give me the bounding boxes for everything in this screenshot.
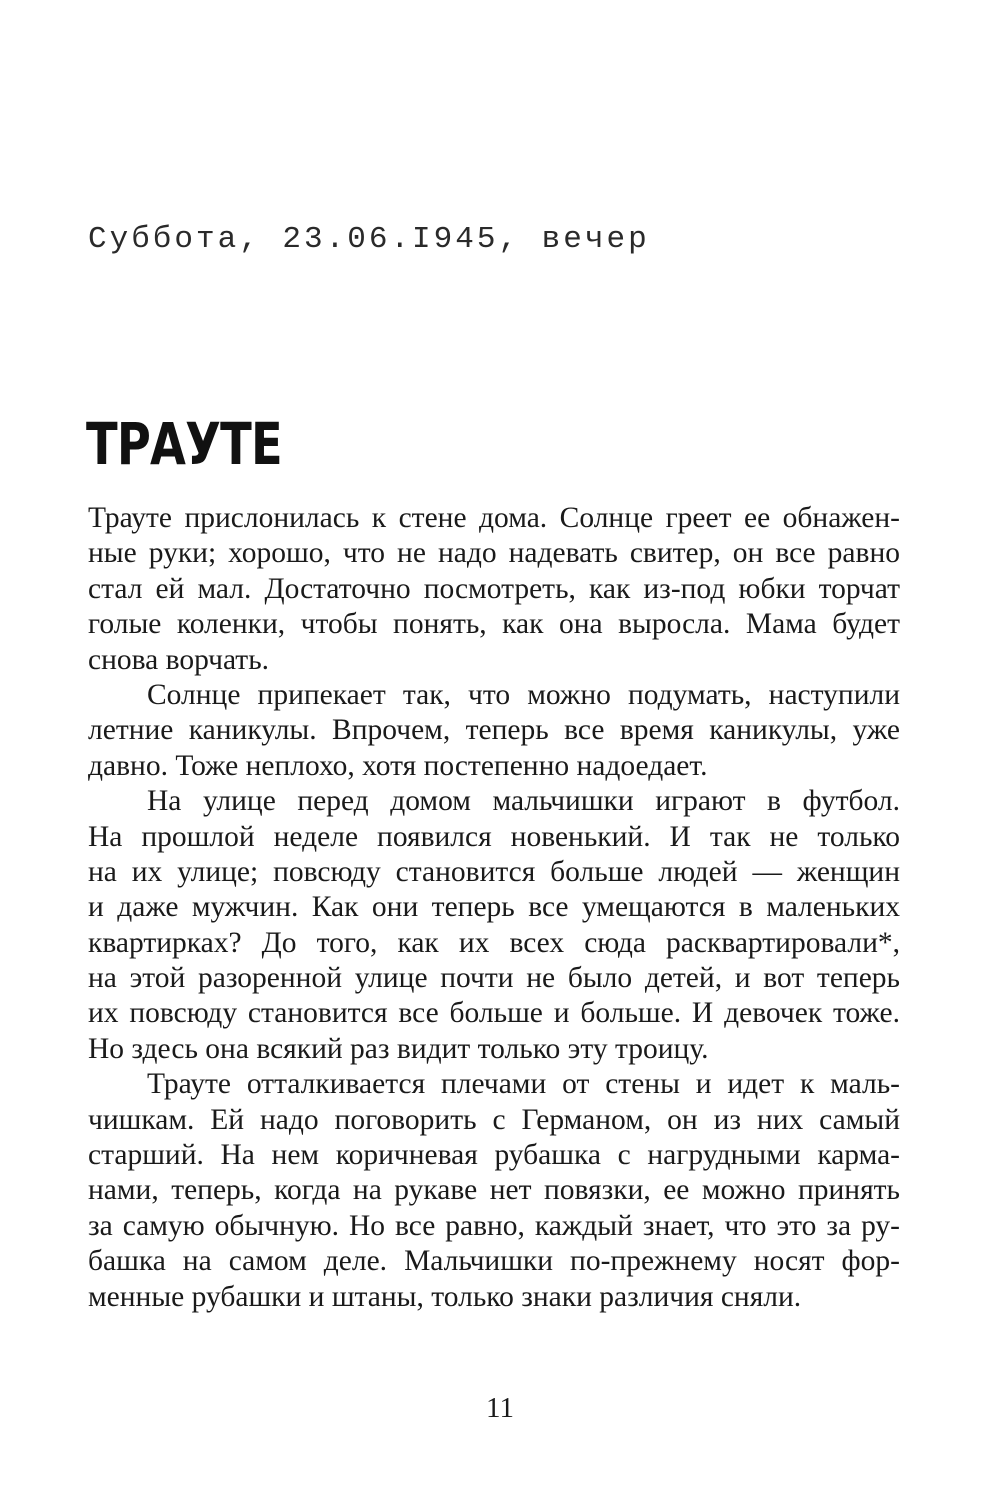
text-line: старший. На нем коричневая рубашка с нагрудными карма- xyxy=(88,1139,900,1172)
body-text xyxy=(88,501,900,1315)
text-line: чишкам. Ей надо поговорить с Германом, он из них самый xyxy=(88,1103,900,1136)
chapter-title: ТРАУТЕ xyxy=(86,410,282,478)
text-line: на их улице; повсюду становится больше людей — женщин xyxy=(88,855,900,888)
text-line: на этой разоренной улице почти не было детей, и вот теперь xyxy=(88,962,900,995)
text-line: их повсюду становится все больше и больше. И девочек тоже. xyxy=(88,997,900,1030)
text-line: и даже мужчин. Как они теперь все умещаются в маленьких xyxy=(88,891,900,924)
page-number: 11 xyxy=(486,1392,514,1424)
text-line: На улице перед домом мальчишки играют в футбол. xyxy=(147,785,900,818)
text-line: Солнце припекает так, что можно подумать, наступили xyxy=(147,678,900,711)
text-line: Но здесь она всякий раз видит только эту троицу. xyxy=(88,1032,709,1065)
text-line: менные рубашки и штаны, только знаки различия сняли. xyxy=(88,1280,802,1313)
text-line: снова ворчать. xyxy=(88,643,270,676)
text-line: На прошлой неделе появился новенький. И так не только xyxy=(88,820,900,853)
text-line: Трауте отталкивается плечами от стены и идет к маль- xyxy=(147,1068,900,1101)
text-line: за самую обычную. Но все равно, каждый знает, что это за ру- xyxy=(88,1209,900,1242)
text-line: давно. Тоже неплохо, хотя постепенно надоедает. xyxy=(88,749,708,782)
text-line: Трауте прислонилась к стене дома. Солнце греет ее обнажен- xyxy=(88,502,900,534)
text-line: башка на самом деле. Мальчишки по-прежнему носят фор- xyxy=(88,1245,900,1278)
text-line: квартирках? До того, как их всех сюда расквартировали*, xyxy=(88,926,900,959)
text-line: летние каникулы. Впрочем, теперь все время каникулы, уже xyxy=(88,714,900,747)
text-line: стал ей мал. Достаточно посмотреть, как из-под юбки торчат xyxy=(88,572,900,605)
text-line: нами, теперь, когда на рукаве нет повязки, ее можно принять xyxy=(88,1174,900,1207)
text-line: ные руки; хорошо, что не надо надевать свитер, он все равно xyxy=(88,537,900,570)
dateline: Суббота, 23.06.I945, вечер xyxy=(88,222,650,257)
text-line: голые коленки, чтобы понять, как она выросла. Мама будет xyxy=(88,608,900,641)
